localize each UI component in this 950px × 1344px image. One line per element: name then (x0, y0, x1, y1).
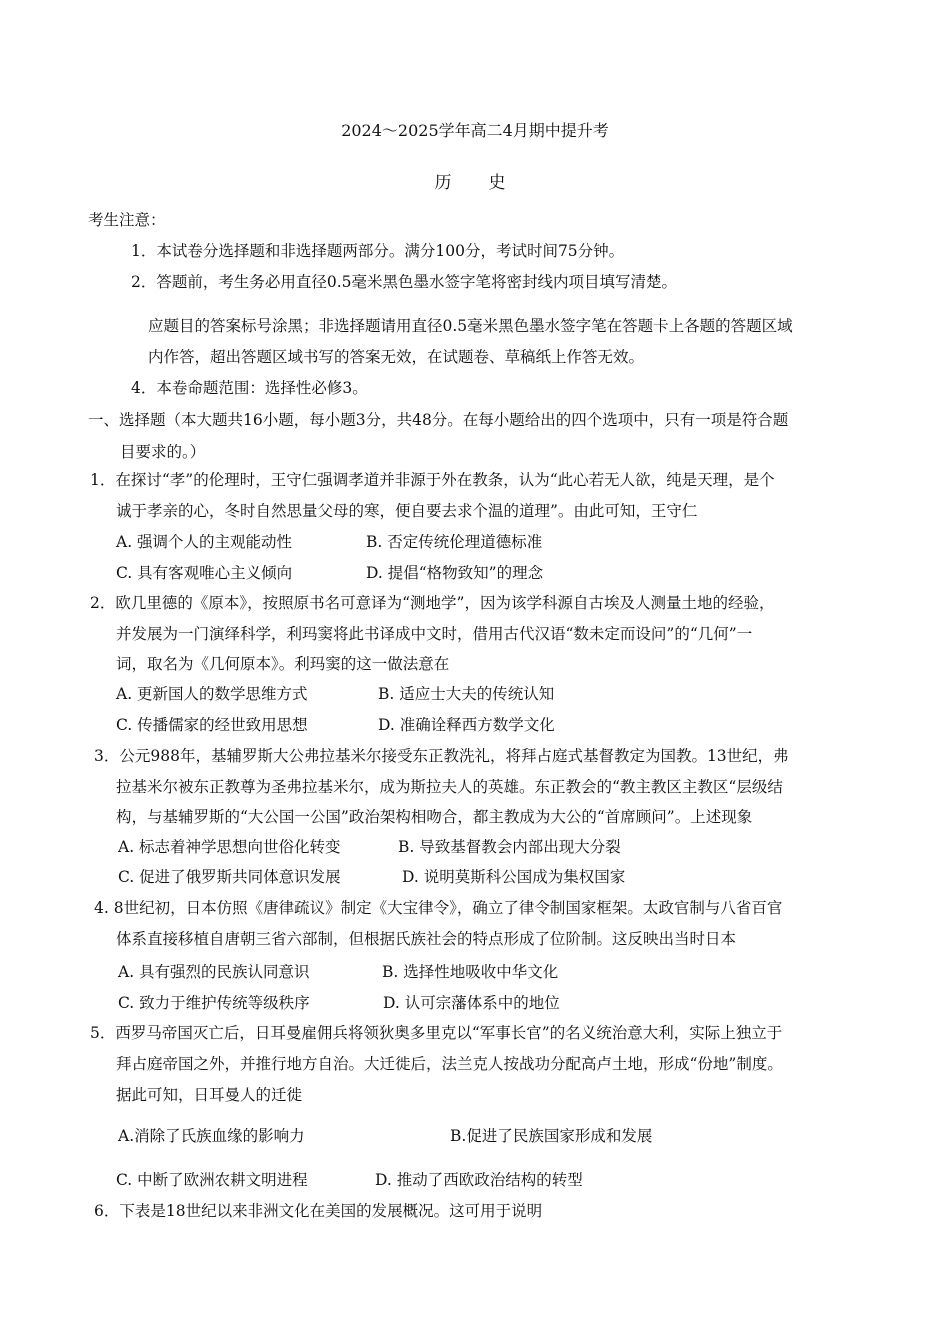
q1-option-a: A. 强调个人的主观能动性 (116, 533, 293, 551)
notice-item-1: 1．本试卷分选择题和非选择题两部分。满分100分，考试时间75分钟。 (131, 242, 625, 260)
q2-option-a: A. 更新国人的数学思维方式 (116, 685, 308, 703)
q2-stem-line3: 词，取名为《几何原本》。利玛窦的这一做法意在 (116, 655, 450, 673)
q3-option-b: B. 导致基督教会内部出现大分裂 (398, 838, 621, 856)
q1-stem-line1: 1．在探讨“孝”的伦理时，王守仁强调孝道并非源于外在教条，认为“此心若无人欲，纯是天理，是个 (90, 471, 775, 489)
notice-heading: 考生注意： (88, 211, 166, 229)
q1-option-d: D. 提倡“格物致知”的理念 (366, 564, 544, 582)
q5-stem-line3: 据此可知，日耳曼人的迁徙 (116, 1086, 303, 1104)
notice-item-3b: 内作答，超出答题区域书写的答案无效，在试题卷、草稿纸上作答无效。 (148, 348, 645, 366)
q5-option-c: C. 中断了欧洲农耕文明进程 (116, 1171, 308, 1189)
notice-item-2: 2．答题前，考生务必用直径0.5毫米黑色墨水签字笔将密封线内项目填写清楚。 (131, 273, 678, 291)
q4-option-d: D. 认可宗藩体系中的地位 (383, 994, 560, 1012)
q6-stem-line1: 6．下表是18世纪以来非洲文化在美国的发展概况。这可用于说明 (94, 1202, 543, 1220)
q1-option-b: B. 否定传统伦理道德标准 (366, 533, 543, 551)
q5-option-a: A.消除了氏族血缘的影响力 (118, 1127, 305, 1145)
q5-option-b: B.促进了民族国家形成和发展 (450, 1127, 653, 1145)
q1-stem-line2: 诚于孝亲的心，冬时自然思量父母的寒，便自要去求个温的道理”。由此可知，王守仁 (116, 502, 698, 520)
q3-option-c: C. 促进了俄罗斯共同体意识发展 (118, 868, 341, 886)
section-heading-line2: 目要求的。） (120, 443, 206, 461)
q4-stem-line1: 4. 8世纪初，日本仿照《唐律疏议》制定《大宝律令》，确立了律令制国家框架。太政官制与八省百官 (94, 899, 783, 917)
q4-option-a: A. 具有强烈的民族认同意识 (118, 963, 310, 981)
section-heading-line1: 一、选择题（本大题共16小题，每小题3分，共48分。在每小题给出的四个选项中，只有一项是符合题 (88, 411, 789, 429)
q3-option-d: D. 说明莫斯科公国成为集权国家 (402, 868, 626, 886)
q5-stem-line1: 5．西罗马帝国灭亡后，日耳曼雇佣兵将领狄奥多里克以“军事长官”的名义统治意大利，实际上独立于 (90, 1024, 783, 1042)
q4-stem-line2: 体系直接移植自唐朝三省六部制，但根据氏族社会的特点形成了位阶制。这反映出当时日本 (116, 930, 737, 948)
q2-stem-line2: 并发展为一门演绎科学，利玛窦将此书译成中文时，借用古代汉语“数未定而设问”的“几何”一 (116, 625, 753, 643)
q2-option-b: B. 适应士大夫的传统认知 (378, 685, 555, 703)
q5-option-d: D. 推动了西欧政治结构的转型 (375, 1171, 583, 1189)
notice-item-4: 4．本卷命题范围：选择性必修3。 (131, 379, 368, 397)
q1-option-c: C. 具有客观唯心主义倾向 (116, 564, 293, 582)
q4-option-b: B. 选择性地吸收中华文化 (382, 963, 559, 981)
notice-item-3a: 应题目的答案标号涂黑；非选择题请用直径0.5毫米黑色墨水签字笔在答题卡上各题的答题区域 (148, 317, 793, 335)
subject-title: 历 史 (434, 173, 516, 193)
q3-stem-line1: 3．公元988年，基辅罗斯大公弗拉基米尔接受东正教洗礼，将拜占庭式基督教定为国教。13世纪，弗 (94, 747, 789, 765)
q3-stem-line3: 构，与基辅罗斯的“大公国一公国”政治架构相吻合，都主教成为大公的“首席顾问”。上述现象 (116, 808, 753, 826)
q3-stem-line2: 拉基米尔被东正教尊为圣弗拉基米尔，成为斯拉夫人的英雄。东正教会的“教主教区主教区“层级结 (116, 778, 783, 796)
q4-option-c: C. 致力于维护传统等级秩序 (118, 994, 310, 1012)
exam-title: 2024～2025学年高二4月期中提升考 (341, 121, 609, 140)
q5-stem-line2: 拜占庭帝国之外，并推行地方自治。大迁徙后，法兰克人按战功分配高卢土地，形成“份地”制度。 (116, 1055, 783, 1073)
q2-option-d: D. 准确诠释西方数学文化 (378, 716, 555, 734)
q3-option-a: A. 标志着神学思想向世俗化转变 (118, 838, 341, 856)
q2-option-c: C. 传播儒家的经世致用思想 (116, 716, 308, 734)
q2-stem-line1: 2．欧几里德的《原本》，按照原书名可意译为“测地学”，因为该学科源自古埃及人测量土地的经验， (90, 594, 775, 612)
